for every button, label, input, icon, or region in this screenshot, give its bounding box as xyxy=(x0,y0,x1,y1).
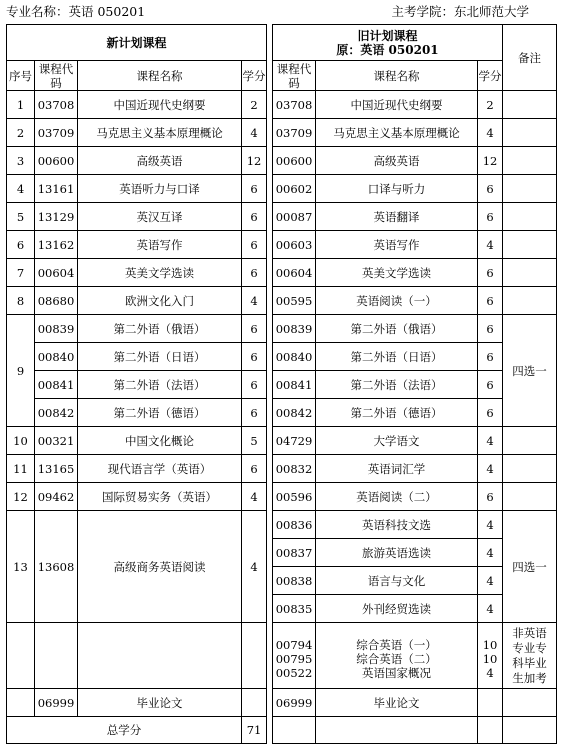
table-row: 00838 语言与文化 4 xyxy=(7,567,557,595)
extra-remark: 非英语专业专科毕业生加考 xyxy=(503,623,557,689)
row9-seq: 9 xyxy=(7,315,35,427)
table-row: 12 09462 国际贸易实务（英语） 4 00596 英语阅读（二） 6 xyxy=(7,483,557,511)
total-row xyxy=(7,717,557,744)
total-label: 总学分 xyxy=(7,717,242,744)
row9-remark: 四选一 xyxy=(503,315,557,427)
row13-remark: 四选一 xyxy=(503,511,557,623)
table-row: 8 08680 欧洲文化入门 4 00595 英语阅读（一） 6 xyxy=(7,287,557,315)
col-code: 课程代码 xyxy=(35,61,78,91)
col-credit: 学分 xyxy=(242,61,267,91)
col-old-credit: 学分 xyxy=(478,61,503,91)
major-name: 专业名称：英语 050201 xyxy=(6,4,146,19)
table-row: 7 00604 英美文学选读 6 00604 英美文学选读 6 xyxy=(7,259,557,287)
table-row: 00842 第二外语（德语） 6 00842 第二外语（德语） 6 xyxy=(7,399,557,427)
table-row: 11 13165 现代语言学（英语） 6 00832 英语词汇学 4 xyxy=(7,455,557,483)
col-seq: 序号 xyxy=(7,61,35,91)
table-row: 00840 第二外语（日语） 6 00840 第二外语（日语） 6 xyxy=(7,343,557,371)
table-row: 00837 旅游英语选读 4 xyxy=(7,539,557,567)
total-value: 71 xyxy=(242,717,267,744)
new-plan-title: 新计划课程 xyxy=(7,25,267,61)
table-row: 3 00600 高级英语 12 00600 高级英语 12 xyxy=(7,147,557,175)
table-row: 2 03709 马克思主义基本原理概论 4 03709 马克思主义基本原理概论 4 xyxy=(7,119,557,147)
table-row: 00794 00795 00522 综合英语（一） 综合英语（二） 英语国家概况 10 10 4 非英语专业专科毕业生加考 xyxy=(7,623,557,689)
table-row: 06999 毕业论文 06999 毕业论文 xyxy=(7,689,557,717)
remark-header: 备注 xyxy=(503,25,557,91)
col-old-name: 课程名称 xyxy=(316,61,478,91)
table-row: 4 13161 英语听力与口译 6 00602 口译与听力 6 xyxy=(7,175,557,203)
table-row: 00841 第二外语（法语） 6 00841 第二外语（法语） 6 xyxy=(7,371,557,399)
course-mapping-table xyxy=(6,24,557,744)
table-row: 6 13162 英语写作 6 00603 英语写作 4 xyxy=(7,231,557,259)
table-row: 10 00321 中国文化概论 5 04729 大学语文 4 xyxy=(7,427,557,455)
col-old-code: 课程代码 xyxy=(273,61,316,91)
table-row: 5 13129 英汉互译 6 00087 英语翻译 6 xyxy=(7,203,557,231)
table-row: 1 03708 中国近现代史纲要 2 03708 中国近现代史纲要 2 xyxy=(7,91,557,119)
table-row: 00835 外刊经贸选读 4 xyxy=(7,595,557,623)
table-row: 9 00839 第二外语（俄语） 6 00839 第二外语（俄语） 6 四选一 xyxy=(7,315,557,343)
col-name: 课程名称 xyxy=(78,61,242,91)
old-plan-title: 旧计划课程 原：英语 050201 xyxy=(273,25,503,61)
table-row: 13 13608 高级商务英语阅读 4 00836 英语科技文选 4 四选一 xyxy=(7,511,557,539)
host-college: 主考学院：东北师范大学 xyxy=(391,4,529,19)
